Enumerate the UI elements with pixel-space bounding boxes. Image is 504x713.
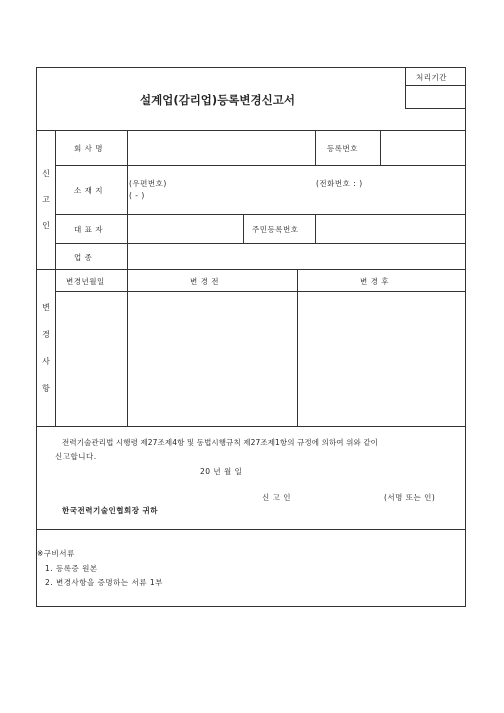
declaration-date: 20 년 월 일 [200,467,243,476]
reporter-label: 신 고 인 [262,493,292,502]
rule-header-bottom [36,130,466,131]
postal-code-blank: ( - ) [129,191,145,200]
attachment-item-1: 1. 등록증 원본 [45,564,98,573]
representative-label: 대 표 자 [74,225,104,234]
declaration-text-line1: 전력기술관리법 시행령 제27조제4항 및 동법시행규칙 제27조제1항의 규정에 의하여 위와 같이 [62,438,379,447]
rule-declaration-bottom [36,529,466,530]
rule-change-header [55,291,466,292]
processing-box-left [405,67,406,108]
changes-section-char-4: 항 [42,384,50,393]
changes-section-char-1: 변 [42,303,50,312]
attachment-item-2: 2. 변경사항을 증명하는 서류 1부 [45,578,163,587]
rule-changes-bottom [36,426,466,427]
rule-section-col [55,130,56,426]
rule-resident-right [315,214,316,243]
phone-label: (전화번호 : ) [316,179,363,188]
applicant-section-char-2: 고 [42,195,50,204]
rule-name-row [55,165,466,166]
changes-section-char-2: 경 [42,330,50,339]
addressee: 한국전력기술인협회장 귀하 [62,506,159,515]
applicant-section-char-1: 신 [42,169,50,178]
before-change-label: 변 경 전 [190,277,220,286]
applicant-section-char-3: 인 [42,221,50,230]
changes-section-char-3: 사 [42,357,50,366]
rule-resident-left [243,214,244,243]
rule-regno-right [380,130,381,165]
rule-regno-left [315,130,316,165]
rule-processing [405,85,466,86]
after-change-label: 변 경 후 [360,277,390,286]
business-type-label: 업 종 [74,253,93,262]
rule-before-after [297,269,298,426]
rule-address-row [55,214,466,215]
rule-rep-row [55,243,466,244]
rule-applicant-bottom [36,269,466,270]
processing-period-label: 처리기간 [416,73,447,82]
rule-processing-bottom [405,108,466,109]
address-label: 소 재 지 [74,186,104,195]
form-title: 설계업(감리업)등록변경신고서 [140,93,295,107]
resident-number-label: 주민등록번호 [252,225,299,234]
declaration-text-line2: 신고합니다. [55,452,97,461]
company-name-label: 회 사 명 [74,144,104,153]
registration-number-label: 등록번호 [327,144,358,153]
rule-label-col [127,130,128,426]
attachments-title: ※구비서류 [37,549,75,558]
change-date-label: 변경년월일 [66,277,105,286]
postal-code-label: (우편번호) [129,179,167,188]
signature-label: (서명 또는 인) [384,493,436,502]
